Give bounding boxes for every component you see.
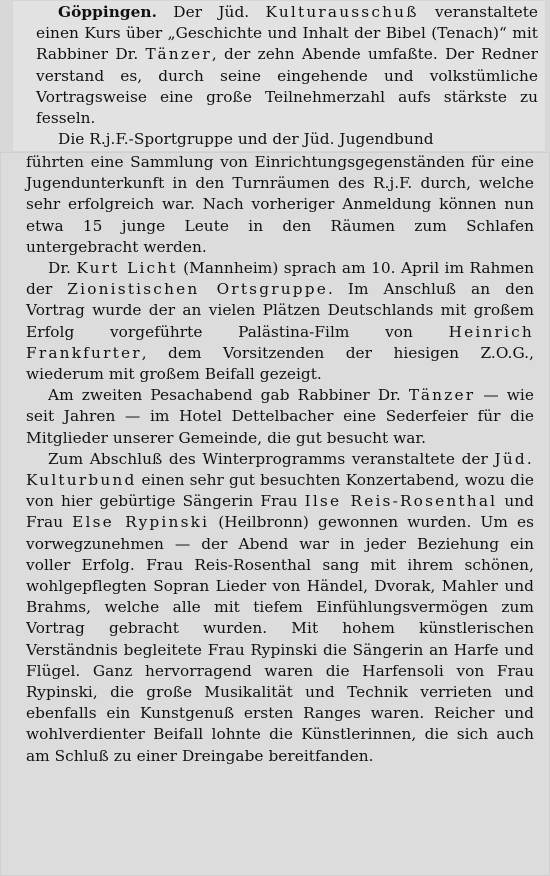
text-run: Zum Abschluß des Winterprogramms veranstaltete der bbox=[48, 449, 495, 468]
text-run: , der zehn Abende umfaßte. Der Redner verstand es, durch seine eingehende und volkstümliche Vortragsweise eine große Teilnehmerzahl aufs stärkste zu fesseln. bbox=[36, 45, 538, 128]
spaced-name: Tänzer bbox=[408, 386, 476, 405]
text-run: (Heilbronn) gewonnen wurden. Um es vorwegzunehmen — der Abend war in jeder Beziehung ein voller Erfolg. Frau Reis-Rosenthal sang mit ihrem schönen, wohlgepflegten Sopran Lieder von Händel, Dvorak, Mahler und Brahms, welche alle mit tiefem Einfühlungsvermögen zum Vortrag gebracht wurden. Mit hohem künstlerischen Verständnis begleitete Frau Rypinski die Sängerin an Harfe und Flügel. Ganz hervorragend waren die Harfensoli von Frau Rypinski, die große Musikalität und Technik verrieten und ebenfalls ein Kunstgenuß ersten Ranges waren. Reicher und wohlverdienter Beifall lohnte die Künstlerinnen, die sich auch am Schluß zu einer Dreingabe bereitfanden. bbox=[26, 513, 534, 765]
article-paragraph bbox=[26, 385, 534, 449]
article-paragraph bbox=[26, 152, 534, 258]
clipping-main-text bbox=[26, 152, 534, 767]
spaced-name: Jüd. Kulturbund bbox=[26, 449, 534, 490]
clipping-top-text bbox=[36, 2, 538, 150]
text-run: Die R.j.F.-Sportgruppe und der Jüd. Jugendbund bbox=[58, 130, 434, 149]
text-run: und Frau bbox=[26, 492, 534, 532]
spaced-name: Heinrich Frankfurter bbox=[26, 322, 534, 362]
text-run: Der Jüd. bbox=[156, 3, 266, 21]
text-run: einen sehr gut besuchten Konzertabend, wozu die von hier gebürtige Sängerin Frau bbox=[26, 471, 534, 511]
article-paragraph bbox=[36, 129, 538, 150]
article-paragraph bbox=[26, 258, 534, 385]
text-run: Am zweiten Pesachabend gab Rabbiner Dr. bbox=[48, 386, 409, 405]
text-run: veranstaltete einen Kurs über „Geschichte und Inhalt der Bibel (Tenach)“ mit Rabbiner Dr. bbox=[36, 3, 538, 64]
text-run: führten eine Sammlung von Einrichtungsgegenständen für eine Jugendunterkunft in den Turnräumen des R.j.F. durch, welche sehr erfolgreich war. Nach vorheriger Anmeldung können nun etwa 15 junge Leute in den Räumen zum Schlafen untergebracht werden. bbox=[26, 153, 534, 256]
spaced-name: Else Rypinski bbox=[72, 513, 210, 532]
text-run: , dem Vorsitzenden der hiesigen Z.O.G., wiederum mit großem Beifall gezeigt. bbox=[26, 343, 534, 384]
spaced-name: Ilse Reis-Rosenthal bbox=[304, 492, 498, 511]
clipping-top bbox=[12, 0, 546, 152]
text-run: (Mannheim) sprach am 10. April im Rahmen der bbox=[26, 259, 534, 299]
place-heading: Göppingen. bbox=[58, 3, 157, 21]
spaced-name: Zionistischen Ortsgruppe bbox=[67, 280, 329, 299]
spaced-name: Tänzer bbox=[145, 45, 212, 64]
clipping-main bbox=[0, 152, 550, 876]
article-paragraph bbox=[36, 2, 538, 129]
spaced-name: Kurt Licht bbox=[76, 259, 178, 278]
spaced-name: Kulturausschuß bbox=[265, 3, 419, 21]
text-run: Dr. bbox=[48, 259, 77, 278]
text-run: — wie seit Jahren — im Hotel Dettelbacher eine Sederfeier für die Mitglieder unserer Gemeinde, die gut besucht war. bbox=[26, 386, 534, 447]
text-run: . Im Anschluß an den Vortrag wurde der an vielen Plätzen Deutschlands mit großem Erfolg vorgeführte Palästina-Film von bbox=[26, 280, 534, 341]
article-paragraph bbox=[26, 449, 534, 767]
